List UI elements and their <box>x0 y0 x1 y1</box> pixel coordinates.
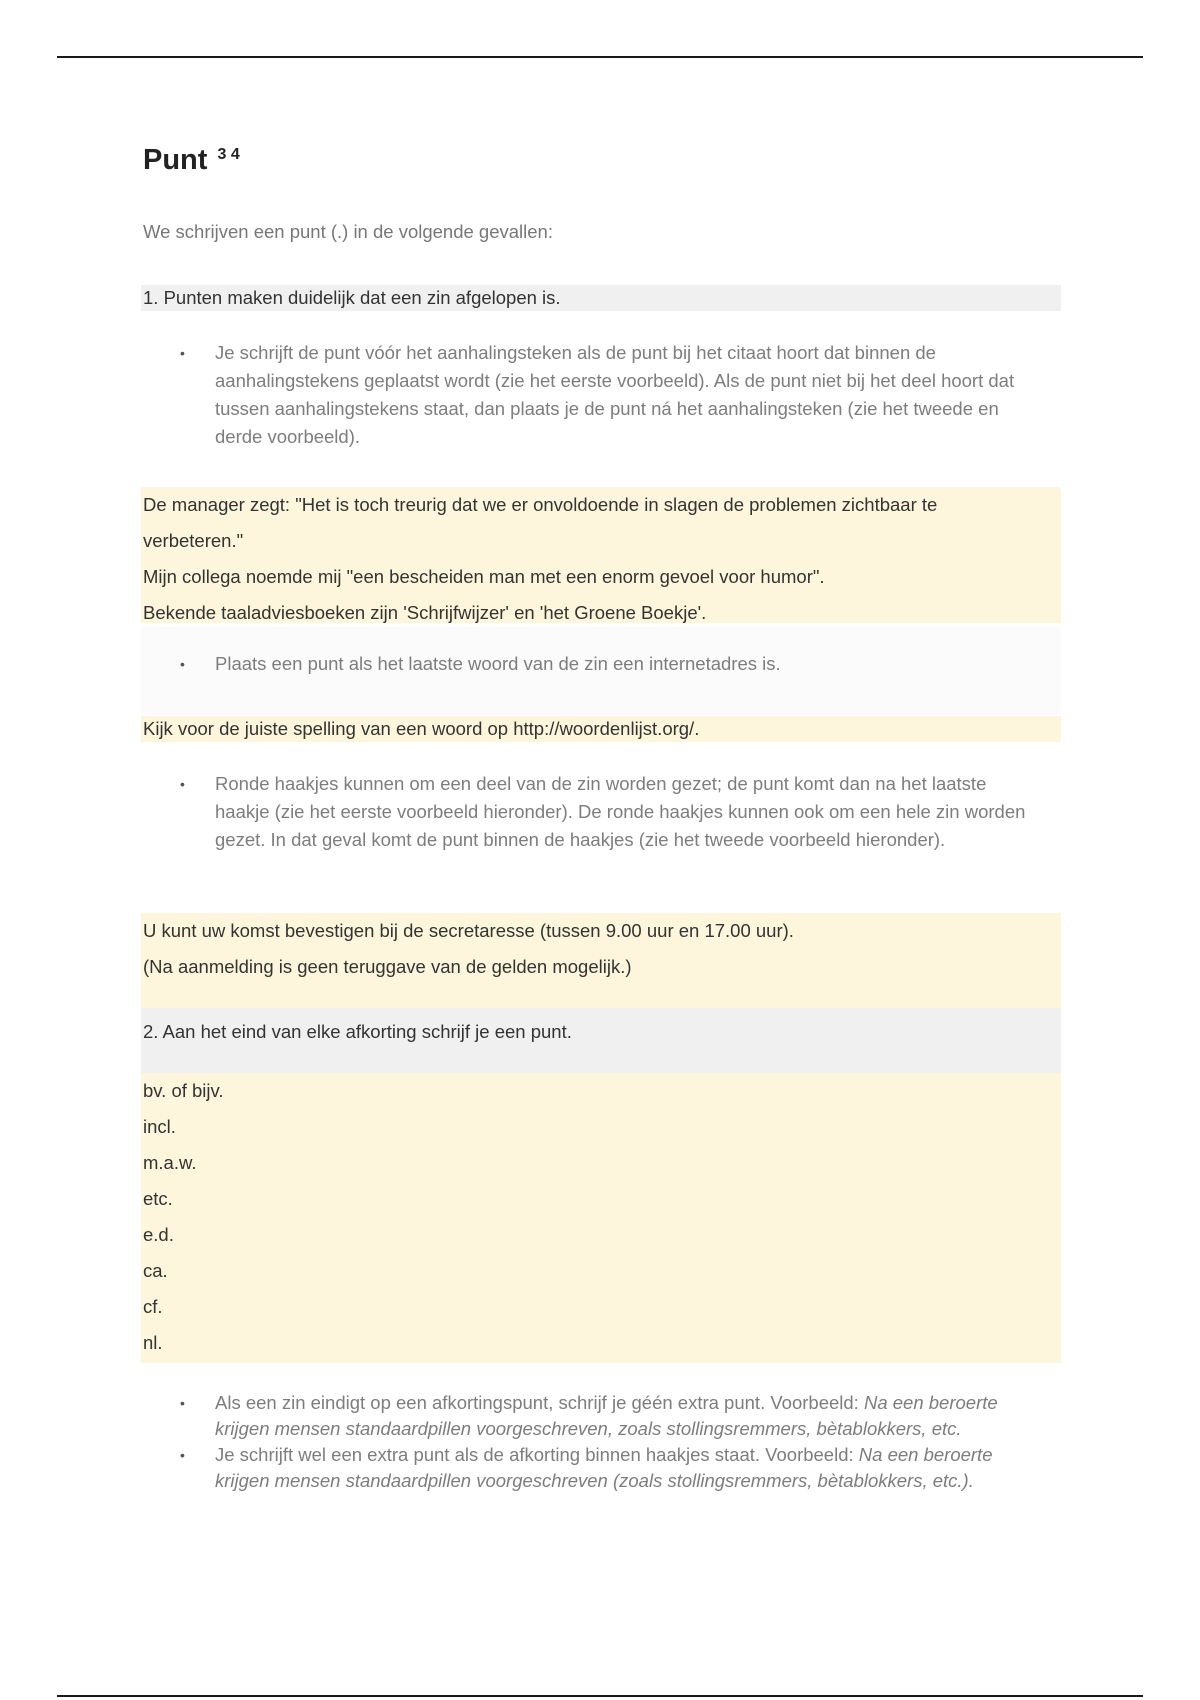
italic-example: Na een beroerte krijgen mensen standaardpillen voorgeschreven, zoals stollingsremmers, bètablokkers, etc. <box>215 1392 998 1439</box>
intro-text: We schrijven een punt (.) in de volgende gevallen: <box>143 221 553 242</box>
page-title: Punt $^{3 4}$ <box>143 144 240 176</box>
bullet-list-3 <box>141 770 1061 854</box>
example-line: Bekende taaladviesboeken zijn 'Schrijfwijzer' en 'het Groene Boekje'. <box>143 602 707 623</box>
list-item: • Als een zin eindigt op een afkortingspunt, schrijf je géén extra punt. Voorbeeld: Na een beroerte krijgen mensen standaardpillen voorgeschreven, zoals stollingsremmers, bètablokkers, etc. <box>180 1392 998 1439</box>
example-line: (Na aanmelding is geen teruggave van de gelden mogelijk.) <box>143 956 632 977</box>
abbreviation-item: e.d. <box>143 1224 174 1245</box>
example-line: verbeteren." <box>143 530 244 551</box>
bullet-list-1 <box>141 339 1061 451</box>
example-line: Kijk voor de juiste spelling van een woord op http://woordenlijst.org/. <box>143 718 700 739</box>
list-item: • Je schrijft wel een extra punt als de afkorting binnen haakjes staat. Voorbeeld: Na een beroerte krijgen mensen standaardpillen voorgeschreven (zoals stollingsremmers, bètablokkers, etc.). <box>180 1444 993 1491</box>
example-line: U kunt uw komst bevestigen bij de secretaresse (tussen 9.00 uur en 17.00 uur). <box>143 920 794 941</box>
abbreviation-item: etc. <box>143 1188 173 1209</box>
example-box-brackets <box>141 913 1061 1008</box>
list-item: • Plaats een punt als het laatste woord van de zin een internetadres is. <box>141 650 1061 678</box>
example-line: De manager zegt: "Het is toch treurig dat we er onvoldoende in slagen de problemen zichtbaar te <box>143 494 938 515</box>
rule-heading-1: 1. Punten maken duidelijk dat een zin afgelopen is. <box>141 285 1061 311</box>
abbreviation-item: m.a.w. <box>143 1152 197 1173</box>
bullet-list-2 <box>141 650 1061 678</box>
bullet-icon: • <box>180 1395 185 1411</box>
rule-heading-2: 2. Aan het eind van elke afkorting schrijf je een punt. <box>141 1008 1061 1073</box>
bullet-icon: • <box>180 776 185 792</box>
list-item: • Ronde haakjes kunnen om een deel van de zin worden gezet; de punt komt dan na het laatste haakje (zie het eerste voorbeeld hieronder). De ronde haakjes kunnen ook om een hele zin worden gezet. In dat geval komt de punt binnen de haakjes (zie het tweede voorbeeld hieronder). <box>141 770 1061 854</box>
abbreviation-item: cf. <box>143 1296 163 1317</box>
abbreviation-item: incl. <box>143 1116 176 1137</box>
list-item: • Je schrijft de punt vóór het aanhalingsteken als de punt bij het citaat hoort dat binnen de aanhalingstekens geplaatst wordt (zie het eerste voorbeeld). Als de punt niet bij het deel hoort dat tussen aanhalingstekens staat, dan plaats je de punt ná het aanhalingsteken (zie het tweede en derde voorbeeld). <box>141 339 1061 451</box>
abbreviation-item: bv. of bijv. <box>143 1080 224 1101</box>
abbreviation-item: nl. <box>143 1332 163 1353</box>
bullet-list-4 <box>141 1390 1061 1494</box>
italic-example: Na een beroerte krijgen mensen standaardpillen voorgeschreven (zoals stollingsremmers, bètablokkers, etc.). <box>215 1444 993 1491</box>
abbreviation-item: ca. <box>143 1260 168 1281</box>
abbreviation-list <box>141 1073 1061 1363</box>
example-box-url <box>141 716 1061 742</box>
example-box-quotes <box>141 487 1061 623</box>
footer-rule <box>57 1695 1143 1697</box>
example-line: Mijn collega noemde mij "een bescheiden man met een enorm gevoel voor humor". <box>143 566 825 587</box>
header-rule <box>57 56 1143 58</box>
footnote-refs: 3 4 <box>217 146 240 163</box>
bullet-icon: • <box>180 1447 185 1463</box>
bullet-icon: • <box>180 656 185 672</box>
bullet-icon: • <box>180 345 185 361</box>
